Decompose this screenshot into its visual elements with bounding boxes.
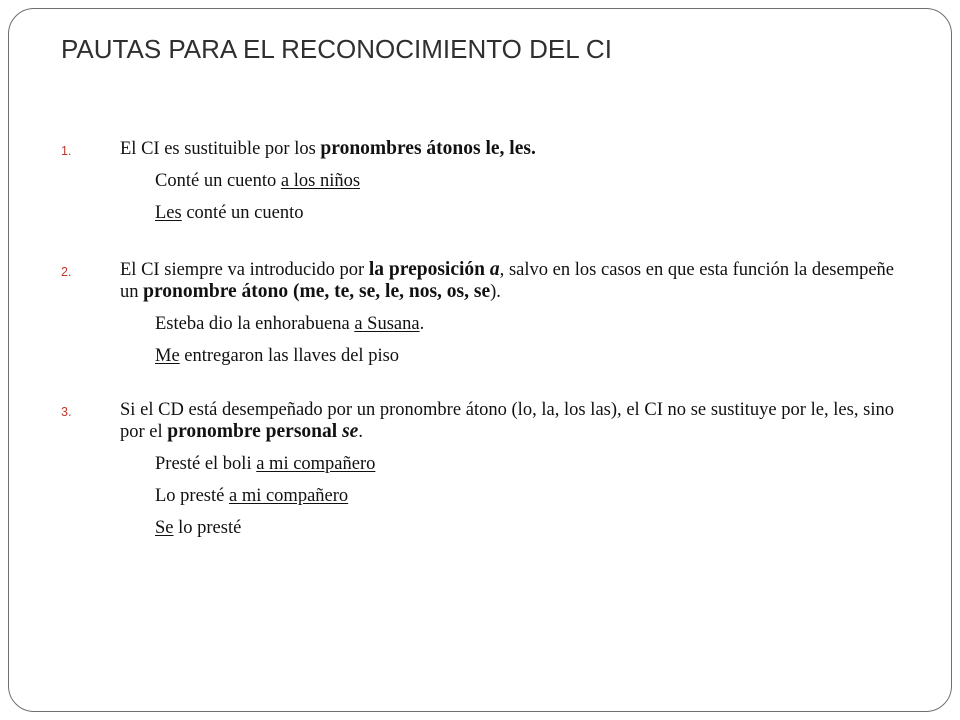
example-text: entregaron las llaves del piso	[179, 346, 400, 366]
example-line	[155, 170, 894, 192]
text-run: ).	[490, 282, 501, 302]
example-text: Conté un cuento	[155, 171, 281, 191]
text-run: , salvo en los casos en que esta función la desempeñe un	[120, 260, 895, 302]
list-item-1	[61, 138, 894, 224]
list-number: 3.	[61, 405, 72, 419]
list-number: 1.	[61, 144, 72, 158]
example-line	[155, 517, 894, 539]
example-line	[155, 202, 894, 224]
list-item-text	[120, 138, 894, 160]
example-line	[155, 313, 894, 335]
list-item-2	[61, 259, 894, 367]
underlined-ci: a mi compañero	[256, 454, 376, 474]
example-line	[155, 485, 894, 507]
bold-term: pronombre personal	[167, 421, 343, 442]
bold-term: pronombres átonos le, les.	[320, 138, 536, 159]
text-run: Si el CD está desempeñado por un pronombre átono (lo, la, los las), el CI no se sustituye por le, les, sino por el	[120, 400, 894, 442]
list-item-text	[120, 259, 894, 303]
list-item-text	[120, 399, 894, 443]
underlined-ci: Me	[155, 346, 180, 366]
bold-italic-term: se	[342, 421, 359, 442]
text-run: El CI es sustituible por los	[120, 139, 321, 159]
example-text: Esteba dio la enhorabuena	[155, 314, 355, 334]
underlined-ci: Se	[155, 518, 174, 538]
underlined-ci: a los niños	[280, 171, 361, 191]
example-text: .	[419, 314, 425, 334]
example-text: conté un cuento	[181, 203, 304, 223]
bold-term: pronombre átono (me, te, se, le, nos, os, se	[143, 281, 491, 302]
slide-title: PAUTAS PARA EL RECONOCIMIENTO DEL CI	[61, 34, 612, 64]
example-text: Lo presté	[155, 486, 229, 506]
underlined-ci: Les	[155, 203, 182, 223]
list-number: 2.	[61, 265, 72, 279]
text-run: El CI siempre va introducido por	[120, 260, 369, 280]
slide-content	[61, 138, 894, 539]
underlined-ci: a mi compañero	[228, 486, 349, 506]
underlined-ci: a Susana	[354, 314, 420, 334]
example-text: lo presté	[173, 518, 242, 538]
text-run: .	[358, 422, 363, 442]
list-item-3	[61, 399, 894, 539]
example-line	[155, 345, 894, 367]
example-line	[155, 453, 894, 475]
bold-italic-term: a	[489, 259, 500, 280]
bold-term: la preposición	[368, 259, 490, 280]
example-text: Presté el boli	[155, 454, 257, 474]
